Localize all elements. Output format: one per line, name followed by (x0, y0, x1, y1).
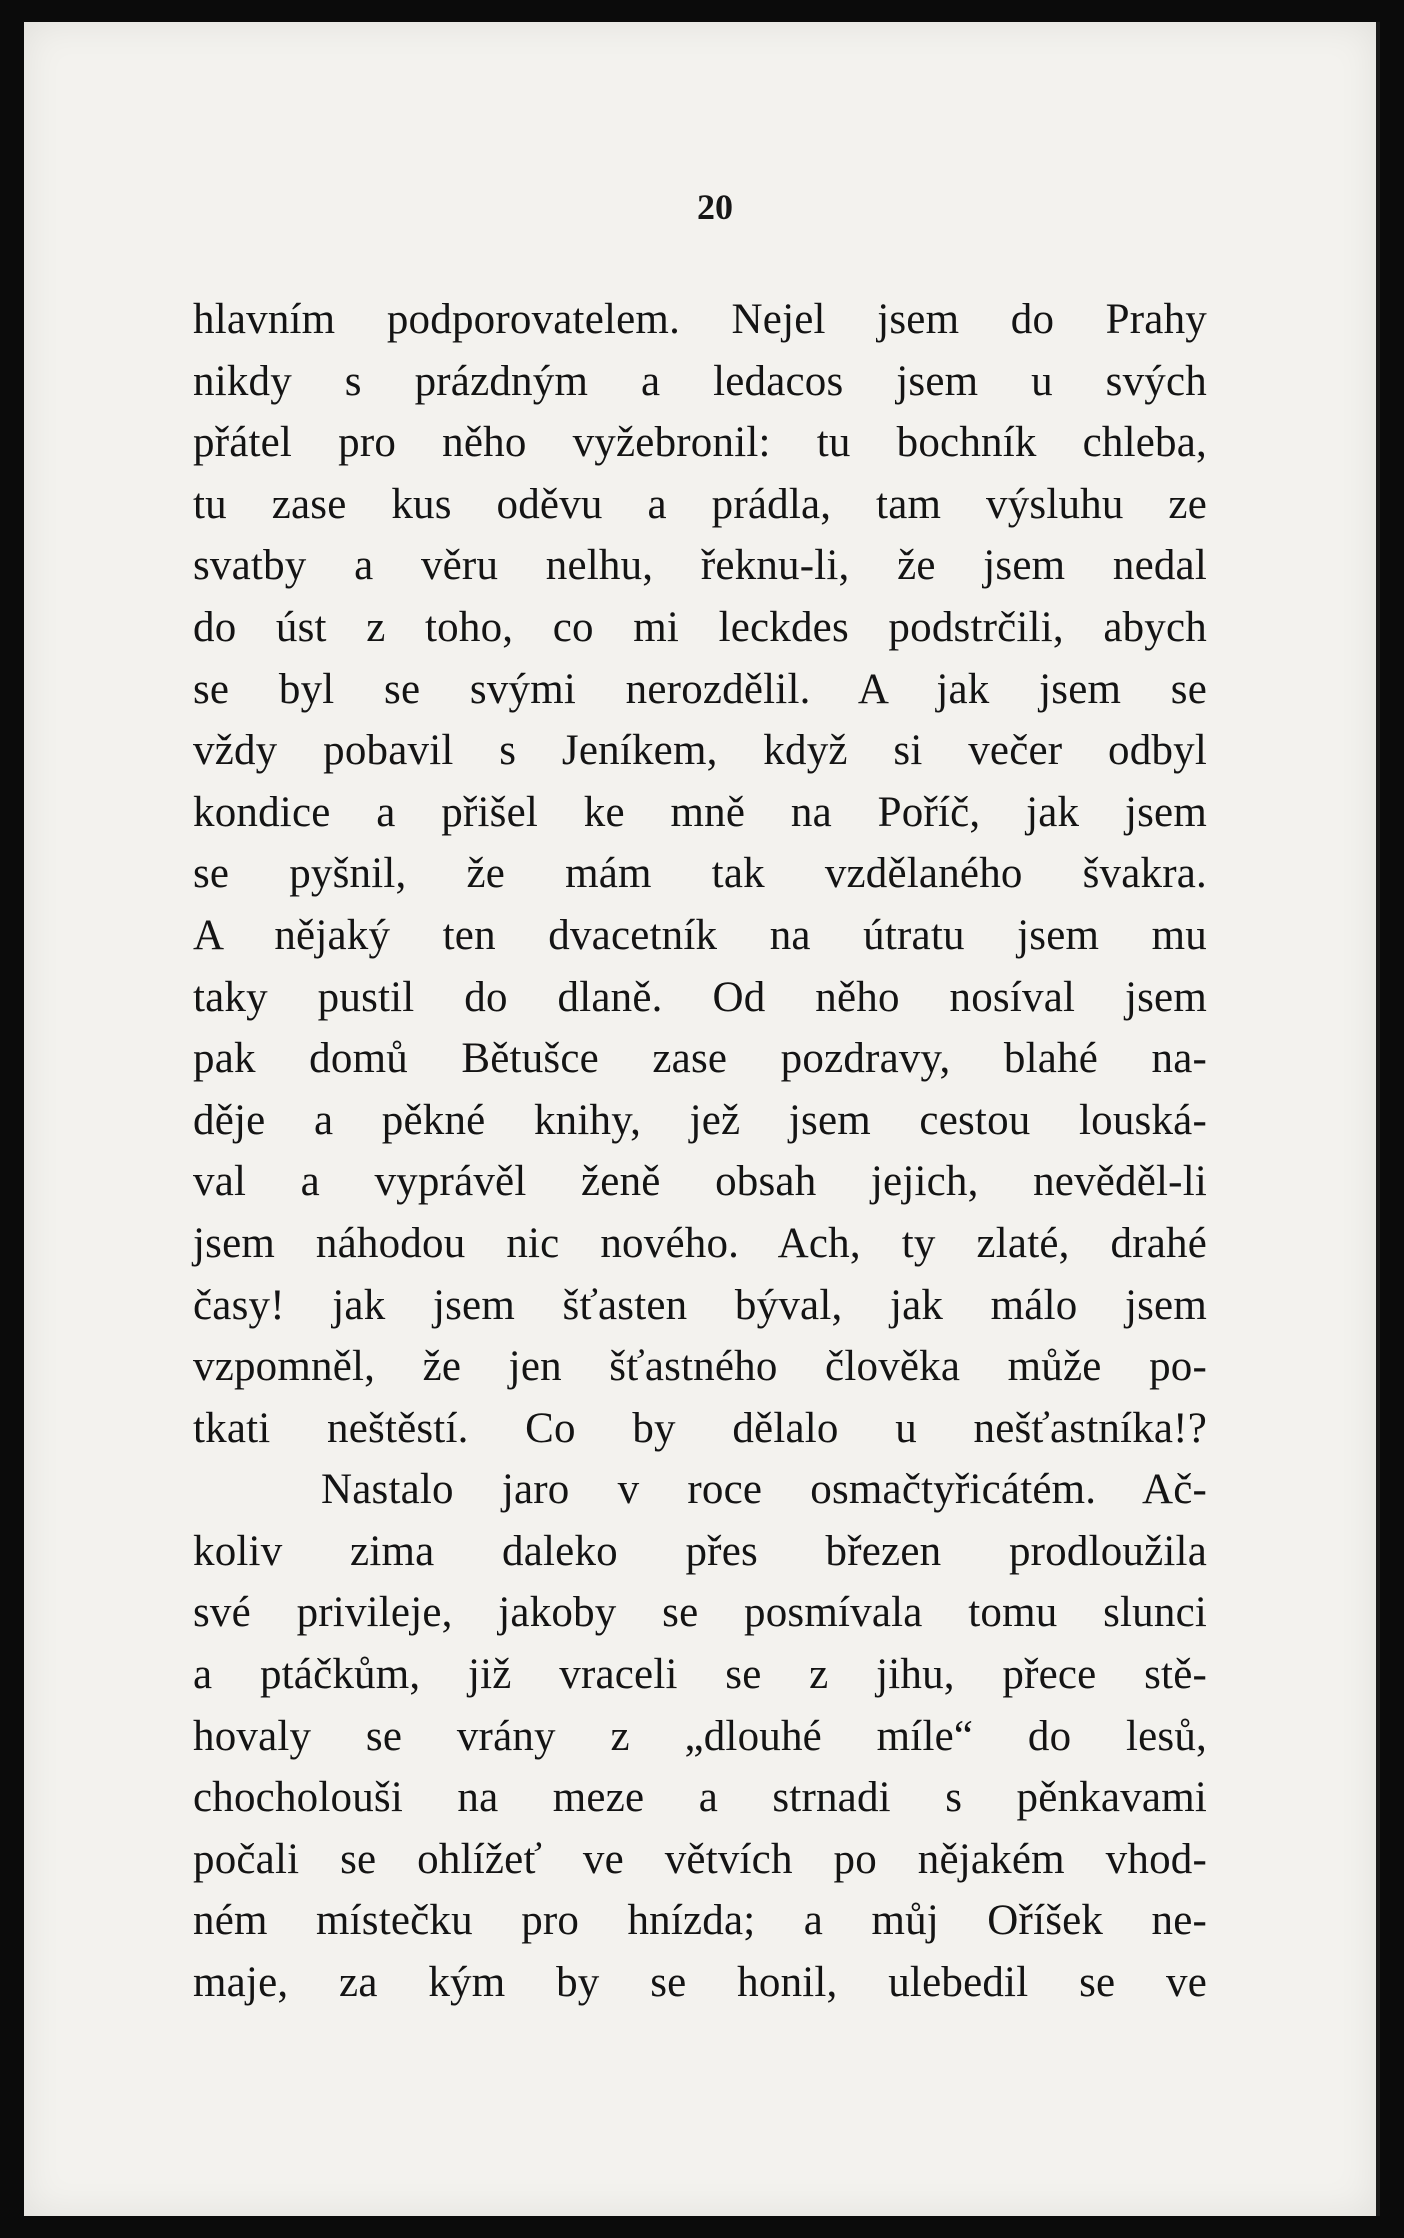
page-edge-shadow (1376, 22, 1380, 2216)
text-line: vzpomněl, že jen šťastného člověka může po- (193, 1343, 1207, 1391)
text-line: do úst z toho, co mi leckdes podstrčili, abych (193, 603, 1207, 651)
text-line: val a vyprávěl ženě obsah jejich, nevěděl-li (193, 1158, 1207, 1206)
page-number: 20 (697, 187, 733, 227)
book-page (24, 22, 1376, 2216)
text-line: se pyšnil, že mám tak vzdělaného švakra. (193, 850, 1207, 898)
text-line: vždy pobavil s Jeníkem, když si večer odbyl (193, 727, 1207, 775)
text-line: hlavním podporovatelem. Nejel jsem do Prahy (193, 296, 1207, 343)
text-line: a ptáčkům, již vraceli se z jihu, přece stě- (193, 1651, 1207, 1699)
text-line: nikdy s prázdným a ledacos jsem u svých (193, 357, 1207, 405)
text-line: ném místečku pro hnízda; a můj Oříšek ne- (193, 1897, 1207, 1945)
text-line: kondice a přišel ke mně na Poříč, jak jsem (193, 788, 1207, 836)
text-line: se byl se svými nerozdělil. A jak jsem se (193, 665, 1207, 713)
text-line: pak domů Bětušce zase pozdravy, blahé na- (193, 1035, 1207, 1083)
text-line: chocholouši na meze a strnadi s pěnkavami (193, 1774, 1207, 1822)
text-line: A nějaký ten dvacetník na útratu jsem mu (193, 911, 1207, 959)
text-line: děje a pěkné knihy, jež jsem cestou louská- (193, 1096, 1207, 1144)
text-line: maje, za kým by se honil, ulebedil se ve (193, 1959, 1207, 2007)
text-line: koliv zima daleko přes březen prodloužila (193, 1527, 1207, 1575)
text-line: počali se ohlížeť ve větvích po nějakém vhod- (193, 1835, 1207, 1883)
text-line: tu zase kus oděvu a prádla, tam výsluhu ze (193, 480, 1207, 528)
text-line: taky pustil do dlaně. Od něho nosíval jsem (193, 973, 1207, 1021)
text-line-paragraph-start: Nastalo jaro v roce osmačtyřicátém. Ač- (321, 1466, 1207, 1514)
text-line: tkati neštěstí. Co by dělalo u nešťastníka!? (193, 1404, 1207, 1452)
text-line: svatby a věru nelhu, řeknu-li, že jsem nedal (193, 542, 1207, 590)
text-line: své privileje, jakoby se posmívala tomu slunci (193, 1589, 1207, 1637)
text-line: hovaly se vrány z „dlouhé míle“ do lesů, (193, 1712, 1207, 1760)
text-line: časy! jak jsem šťasten býval, jak málo jsem (193, 1281, 1207, 1329)
text-line: jsem náhodou nic nového. Ach, ty zlaté, drahé (193, 1219, 1207, 1267)
body-text (193, 289, 1207, 2014)
text-line: přátel pro něho vyžebronil: tu bochník chleba, (193, 419, 1207, 467)
